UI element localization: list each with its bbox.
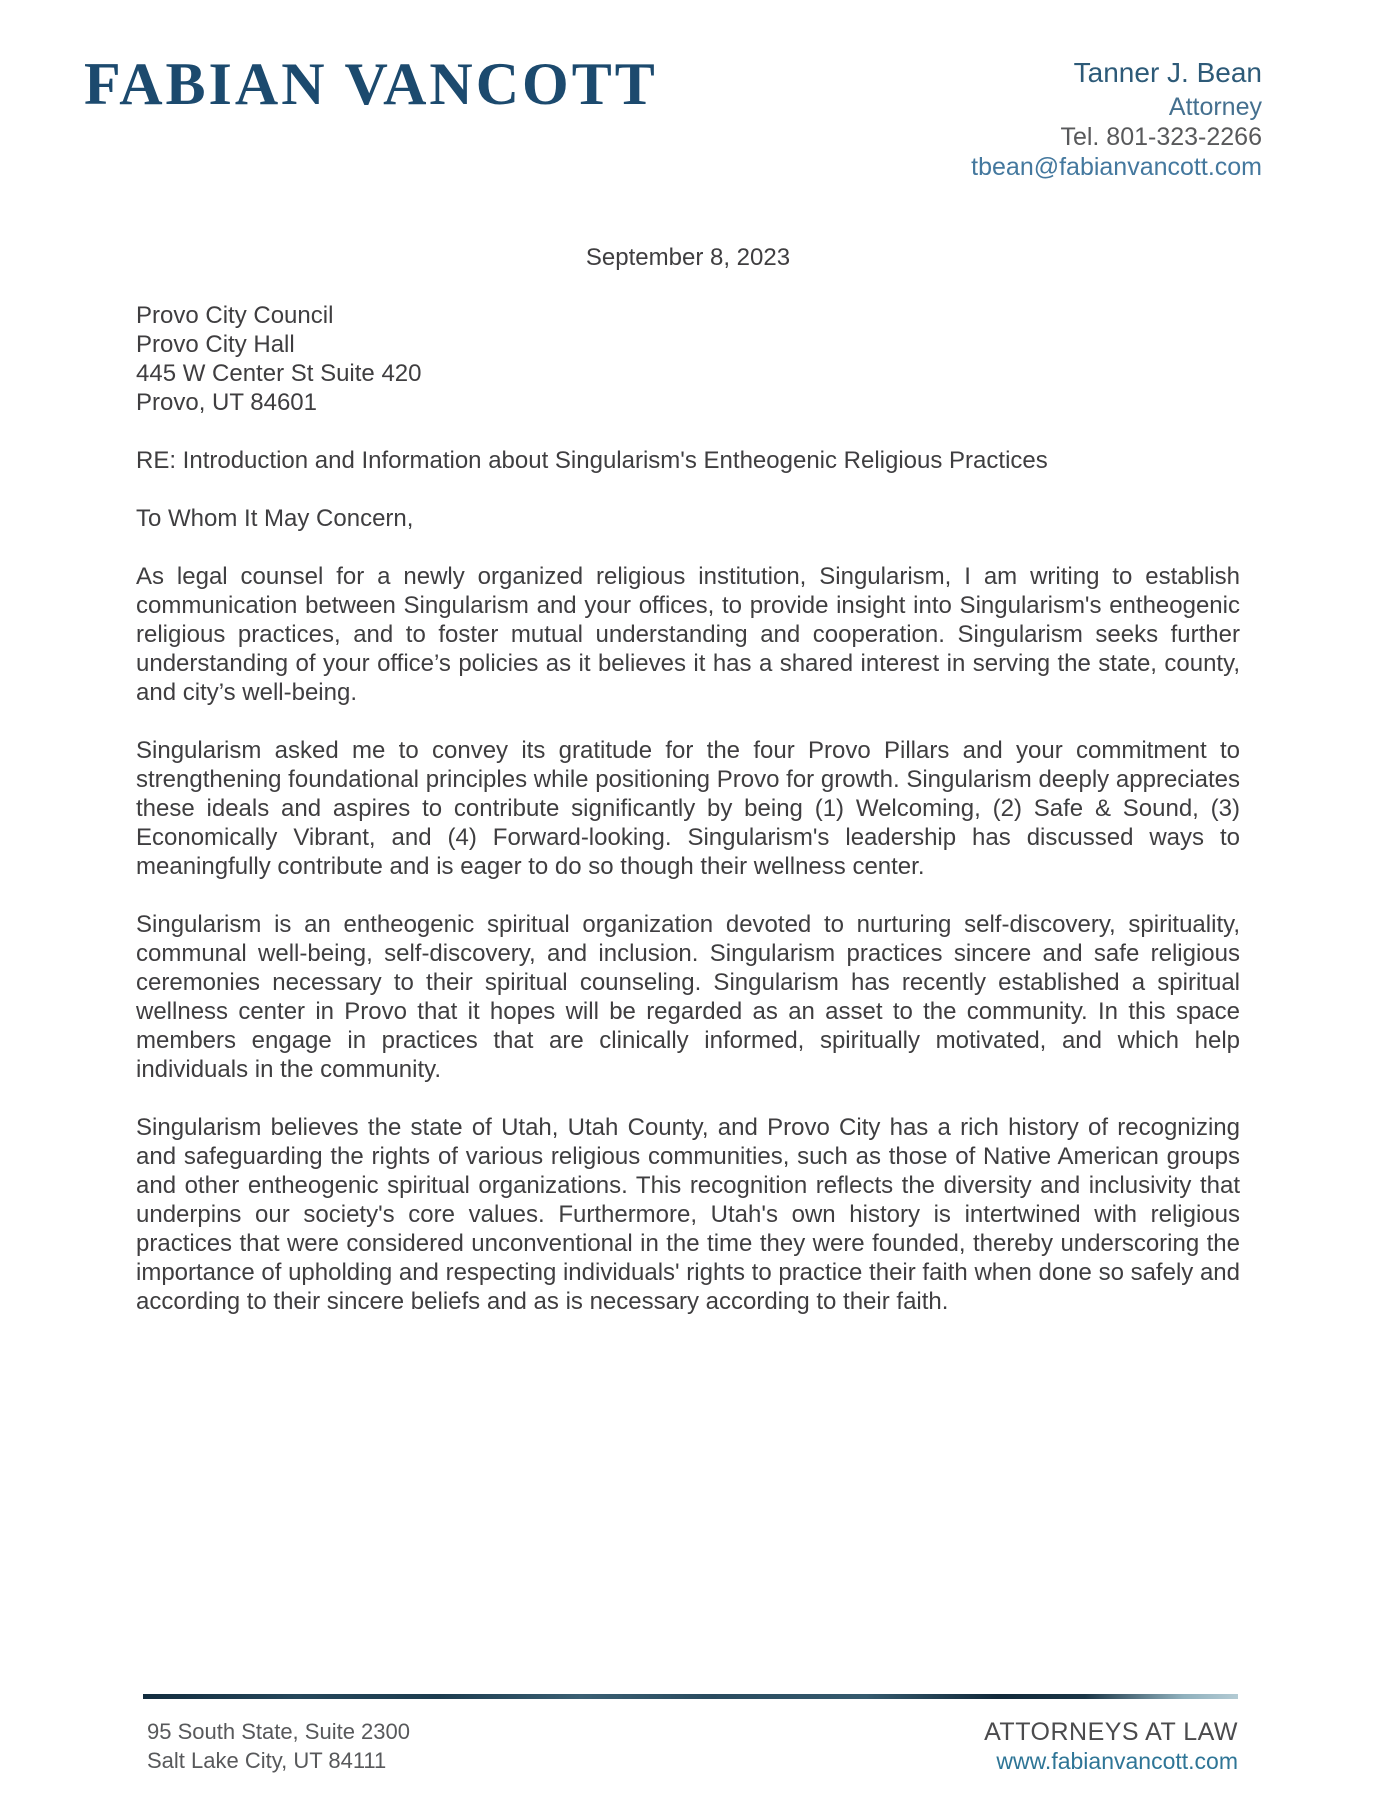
footer-address-line: 95 South State, Suite 2300 xyxy=(147,1719,410,1744)
firm-logo: FABIAN VANCOTT xyxy=(84,51,658,117)
attorney-email: tbean@fabianvancott.com xyxy=(971,153,1262,181)
letter-footer xyxy=(143,1694,1238,1775)
letter-date: September 8, 2023 xyxy=(585,244,791,271)
letter-body xyxy=(136,243,1240,1345)
subject-re-line: RE: Introduction and Information about Singularism's Entheogenic Religious Practices xyxy=(136,447,1048,474)
attorney-phone: Tel. 801-323-2266 xyxy=(1060,123,1262,151)
recipient-address-block xyxy=(136,301,1240,417)
footer-website: www.fabianvancott.com xyxy=(996,1748,1238,1774)
footer-right-block xyxy=(984,1717,1238,1775)
recipient-line: 445 W Center St Suite 420 xyxy=(136,360,422,387)
paragraph-organization-description: Singularism is an entheogenic spiritual organization devoted to nurturing self-discovery, spirituality, communal well-being, self-discovery, and inclusion. Singularism practices sincere and safe religious ceremonies necessary to their spiritual counseling. Singularism has recently established a spiritual wellness center in Provo that it hopes will be regarded as an asset to the community. In this space members engage in practices that are clinically informed, spiritually motivated, and which help individuals in the community. xyxy=(136,911,1240,1083)
attorney-contact-block xyxy=(971,58,1262,182)
attorney-name: Tanner J. Bean xyxy=(1073,57,1262,88)
attorney-title: Attorney xyxy=(1168,93,1262,121)
paragraph-provo-pillars: Singularism asked me to convey its gratitude for the four Provo Pillars and your commitment to strengthening foundational principles while positioning Provo for growth. Singularism deeply appreciates these ideals and aspires to contribute significantly by being (1) Welcoming, (2) Safe & Sound, (3) Economically Vibrant, and (4) Forward-looking. Singularism's leadership has discussed ways to meaningfully contribute and is eager to do so though their wellness center. xyxy=(136,737,1240,880)
paragraph-utah-history: Singularism believes the state of Utah, Utah County, and Provo City has a rich history of recognizing and safeguarding the rights of various religious communities, such as those of Native American groups and other entheogenic spiritual organizations. This recognition reflects the diversity and inclusivity that underpins our society's core values. Furthermore, Utah's own history is intertwined with religious practices that were considered unconventional in the time they were founded, thereby underscoring the importance of upholding and respecting individuals' rights to practice their faith when done so safely and according to their sincere beliefs and as is necessary according to their faith. xyxy=(136,1114,1240,1315)
footer-address-line: Salt Lake City, UT 84111 xyxy=(147,1748,387,1773)
footer-divider xyxy=(143,1694,1238,1699)
recipient-line: Provo, UT 84601 xyxy=(136,389,317,416)
paragraph-introduction: As legal counsel for a newly organized religious institution, Singularism, I am writing to establish communication between Singularism and your offices, to provide insight into Singularism's entheogenic religious practices, and to foster mutual understanding and cooperation. Singularism seeks further understanding of your office’s policies as it believes it has a shared interest in serving the state, county, and city’s well-being. xyxy=(136,563,1240,706)
recipient-line: Provo City Hall xyxy=(136,331,295,358)
recipient-line: Provo City Council xyxy=(136,302,334,329)
footer-office-address xyxy=(143,1717,410,1775)
footer-tagline: ATTORNEYS AT LAW xyxy=(984,1718,1238,1746)
salutation: To Whom It May Concern, xyxy=(136,505,414,532)
